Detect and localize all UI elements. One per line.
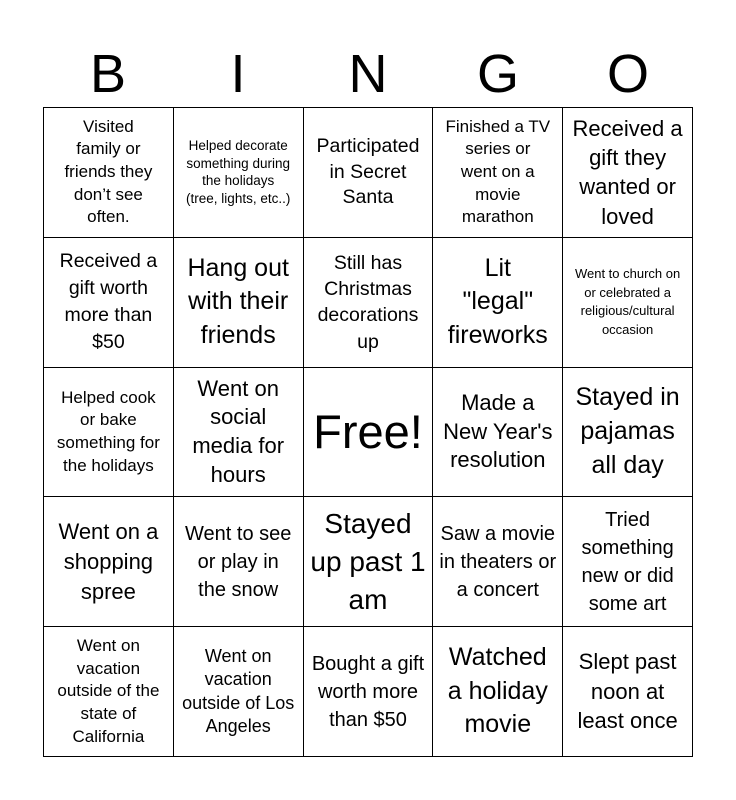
cell-text: Received a gift worth more than $50 xyxy=(59,249,158,354)
bingo-cell[interactable] xyxy=(563,368,693,498)
bingo-cell[interactable] xyxy=(304,497,434,627)
cell-text: Helped decorate something during the holidays (tree, lights, etc..) xyxy=(186,137,291,207)
bingo-cell[interactable] xyxy=(433,108,563,238)
cell-text: Slept past noon at least once xyxy=(577,649,678,734)
cell-text: Hang out with their friends xyxy=(187,253,289,350)
bingo-cell[interactable] xyxy=(44,368,174,498)
cell-text: Visited family or friends they don’t see often. xyxy=(64,116,153,227)
cell-text: Helped cook or bake something for the holidays xyxy=(56,387,160,475)
cell-text: Went on vacation outside of Los Angeles xyxy=(182,645,295,736)
cell-text: Still has Christmas decorations up xyxy=(317,251,419,353)
bingo-cell[interactable] xyxy=(304,108,434,238)
cell-text: Went on vacation outside of the state of California xyxy=(57,636,160,746)
cell-text: Stayed in pajamas all day xyxy=(575,383,680,479)
cell-text: Lit "legal" fireworks xyxy=(447,253,548,350)
bingo-cell[interactable] xyxy=(563,627,693,757)
bingo-cell[interactable] xyxy=(563,108,693,238)
cell-text: Participated in Secret Santa xyxy=(316,135,420,209)
free-space[interactable] xyxy=(304,368,434,498)
bingo-cell[interactable] xyxy=(433,368,563,498)
bingo-cell[interactable] xyxy=(433,627,563,757)
header-letter-i: I xyxy=(230,44,246,104)
bingo-cell[interactable] xyxy=(44,627,174,757)
bingo-cell[interactable] xyxy=(433,238,563,368)
bingo-cell[interactable] xyxy=(44,108,174,238)
bingo-cell[interactable] xyxy=(433,497,563,627)
cell-text: Went on a shopping spree xyxy=(58,519,159,604)
cell-text: Tried something new or did some art xyxy=(581,508,674,615)
bingo-header xyxy=(43,42,693,106)
bingo-cell[interactable] xyxy=(304,238,434,368)
header-letter-g: G xyxy=(476,44,519,104)
cell-text: Made a New Year's resolution xyxy=(443,390,553,473)
header-letter-n: N xyxy=(348,44,388,104)
header-letter-b: B xyxy=(89,44,127,104)
bingo-cell[interactable] xyxy=(44,497,174,627)
bingo-cell[interactable] xyxy=(174,368,304,498)
bingo-cell[interactable] xyxy=(174,627,304,757)
cell-text: Watched a holiday movie xyxy=(447,642,548,739)
cell-text: Received a gift they wanted or loved xyxy=(572,115,683,229)
bingo-cell[interactable] xyxy=(563,497,693,627)
cell-text: Stayed up past 1 am xyxy=(310,507,426,615)
free-space-label: Free! xyxy=(313,405,423,459)
cell-text: Went on social media for hours xyxy=(192,375,285,487)
bingo-cell[interactable] xyxy=(563,238,693,368)
header-letter-o: O xyxy=(606,44,649,104)
cell-text: Went to church on or celebrated a religious/cultural occasion xyxy=(574,266,681,337)
cell-text: Finished a TV series or went on a movie marathon xyxy=(445,116,551,227)
bingo-cell[interactable] xyxy=(174,497,304,627)
bingo-board xyxy=(43,107,693,757)
cell-text: Bought a gift worth more than $50 xyxy=(311,652,425,731)
bingo-cell[interactable] xyxy=(304,627,434,757)
bingo-cell[interactable] xyxy=(44,238,174,368)
cell-text: Saw a movie in theaters or a concert xyxy=(439,522,557,601)
bingo-cell[interactable] xyxy=(174,238,304,368)
cell-text: Went to see or play in the snow xyxy=(185,522,292,601)
bingo-cell[interactable] xyxy=(174,108,304,238)
